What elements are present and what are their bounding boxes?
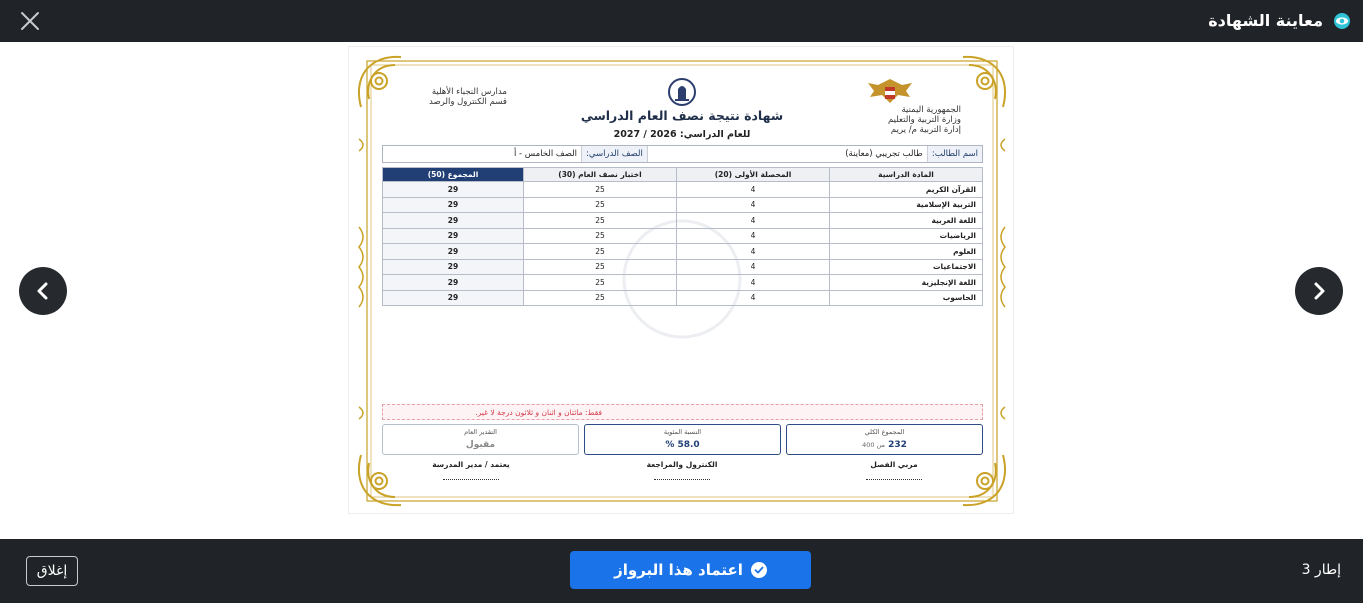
cell-subject: الرياضيات bbox=[830, 228, 983, 244]
check-circle-icon bbox=[751, 562, 767, 578]
signature-label: الكنترول والمراجعة bbox=[646, 460, 718, 469]
ministry-line: الجمهورية اليمنية bbox=[901, 105, 961, 115]
column-header: المادة الدراسية bbox=[830, 168, 983, 182]
table-header-row bbox=[383, 168, 983, 182]
cell-exam: 25 bbox=[524, 290, 677, 306]
cell-exam: 25 bbox=[524, 259, 677, 275]
cell-subject: التربية الإسلامية bbox=[830, 197, 983, 213]
chevron-right-icon bbox=[1309, 281, 1329, 301]
overall-grade-value: مقبول bbox=[465, 440, 496, 450]
cell-subject: اللغة العربية bbox=[830, 213, 983, 229]
frame-indicator: إطار 3 bbox=[1301, 562, 1341, 578]
cell-exam: 25 bbox=[524, 182, 677, 198]
cell-first: 4 bbox=[677, 182, 830, 198]
cell-total: 29 bbox=[383, 197, 524, 213]
table-row bbox=[383, 228, 983, 244]
cell-first: 4 bbox=[677, 275, 830, 291]
academic-year: للعام الدراسي: 2026 / 2027 bbox=[613, 129, 751, 140]
cell-first: 4 bbox=[677, 228, 830, 244]
cell-subject: العلوم bbox=[830, 244, 983, 260]
table-row bbox=[383, 290, 983, 306]
total-max: من 400 bbox=[862, 441, 885, 449]
cell-total: 29 bbox=[383, 290, 524, 306]
signature-label: مربي الفصل bbox=[870, 460, 918, 469]
signature-class-teacher bbox=[824, 460, 964, 480]
signature-line bbox=[866, 479, 922, 480]
footer-bar bbox=[0, 539, 1363, 603]
cell-first: 4 bbox=[677, 244, 830, 260]
prev-frame-button[interactable] bbox=[19, 267, 67, 315]
school-header bbox=[429, 87, 507, 107]
percentage-box bbox=[584, 424, 781, 455]
cell-subject: الحاسوب bbox=[830, 290, 983, 306]
cell-exam: 25 bbox=[524, 197, 677, 213]
chevron-left-icon bbox=[33, 281, 53, 301]
page-title: معاينة الشهادة bbox=[1208, 11, 1323, 30]
cell-total: 29 bbox=[383, 228, 524, 244]
close-icon[interactable] bbox=[20, 11, 40, 31]
cell-first: 4 bbox=[677, 213, 830, 229]
percent-value: 58.0 % bbox=[665, 440, 700, 450]
percent-label: النسبة المئوية bbox=[663, 428, 702, 436]
overall-grade-label: التقدير العام bbox=[464, 428, 497, 436]
preview-header bbox=[0, 0, 1363, 42]
table-row bbox=[383, 275, 983, 291]
table-row bbox=[383, 259, 983, 275]
next-frame-button[interactable] bbox=[1295, 267, 1343, 315]
column-header: المحصلة الأولى (20) bbox=[677, 168, 830, 182]
signature-line bbox=[443, 479, 499, 480]
overall-grade-box bbox=[382, 424, 579, 455]
column-header: المجموع (50) bbox=[383, 168, 524, 182]
grade-label: الصف الدراسي: bbox=[581, 146, 647, 162]
cell-total: 29 bbox=[383, 259, 524, 275]
approve-label: اعتماد هذا البرواز bbox=[614, 561, 743, 579]
grades-table bbox=[382, 167, 983, 306]
school-line: مدارس النجباء الأهلية bbox=[431, 87, 507, 97]
school-logo-icon bbox=[667, 77, 697, 107]
preview-stage bbox=[0, 42, 1363, 539]
column-header: اختبار نصف العام (30) bbox=[524, 168, 677, 182]
total-label: المجموع الكلي bbox=[864, 428, 905, 436]
eye-icon bbox=[1333, 13, 1351, 29]
certificate-title: شهادة نتيجة نصف العام الدراسي bbox=[580, 108, 784, 123]
republic-emblem-icon bbox=[862, 75, 918, 107]
cell-exam: 25 bbox=[524, 228, 677, 244]
total-score-box bbox=[786, 424, 983, 455]
school-line: قسم الكنترول والرصد bbox=[429, 97, 507, 107]
cell-subject: القرآن الكريم bbox=[830, 182, 983, 198]
cell-exam: 25 bbox=[524, 213, 677, 229]
cell-first: 4 bbox=[677, 259, 830, 275]
certificate bbox=[348, 46, 1014, 514]
table-row bbox=[383, 197, 983, 213]
signature-principal bbox=[401, 460, 541, 480]
total-value: 232 bbox=[888, 440, 907, 450]
cell-exam: 25 bbox=[524, 275, 677, 291]
cell-first: 4 bbox=[677, 290, 830, 306]
ministry-line: إدارة التربية م/ يريم bbox=[890, 125, 961, 135]
table-row bbox=[383, 182, 983, 198]
signature-label: يعتمد / مدير المدرسة bbox=[432, 460, 510, 469]
student-label: اسم الطالب: bbox=[927, 146, 982, 162]
table-row bbox=[383, 244, 983, 260]
signature-control bbox=[612, 460, 752, 480]
cell-total: 29 bbox=[383, 275, 524, 291]
grade-value: الصف الخامس - أ bbox=[513, 149, 578, 159]
student-info-bar bbox=[382, 145, 983, 163]
total-in-words: فقط: مائتان و اثنان و ثلاثون درجة لا غير. bbox=[382, 404, 983, 420]
cell-first: 4 bbox=[677, 197, 830, 213]
close-button[interactable]: إغلاق bbox=[26, 556, 78, 586]
cell-total: 29 bbox=[383, 213, 524, 229]
student-name: طالب تجريبي (معاينة) bbox=[647, 146, 927, 162]
table-row bbox=[383, 213, 983, 229]
cell-total: 29 bbox=[383, 244, 524, 260]
cell-subject: اللغة الإنجليزية bbox=[830, 275, 983, 291]
ministry-line: وزارة التربية والتعليم bbox=[888, 115, 961, 125]
approve-frame-button[interactable] bbox=[570, 551, 811, 589]
signature-line bbox=[654, 479, 710, 480]
cell-total: 29 bbox=[383, 182, 524, 198]
cell-exam: 25 bbox=[524, 244, 677, 260]
cell-subject: الاجتماعيات bbox=[830, 259, 983, 275]
